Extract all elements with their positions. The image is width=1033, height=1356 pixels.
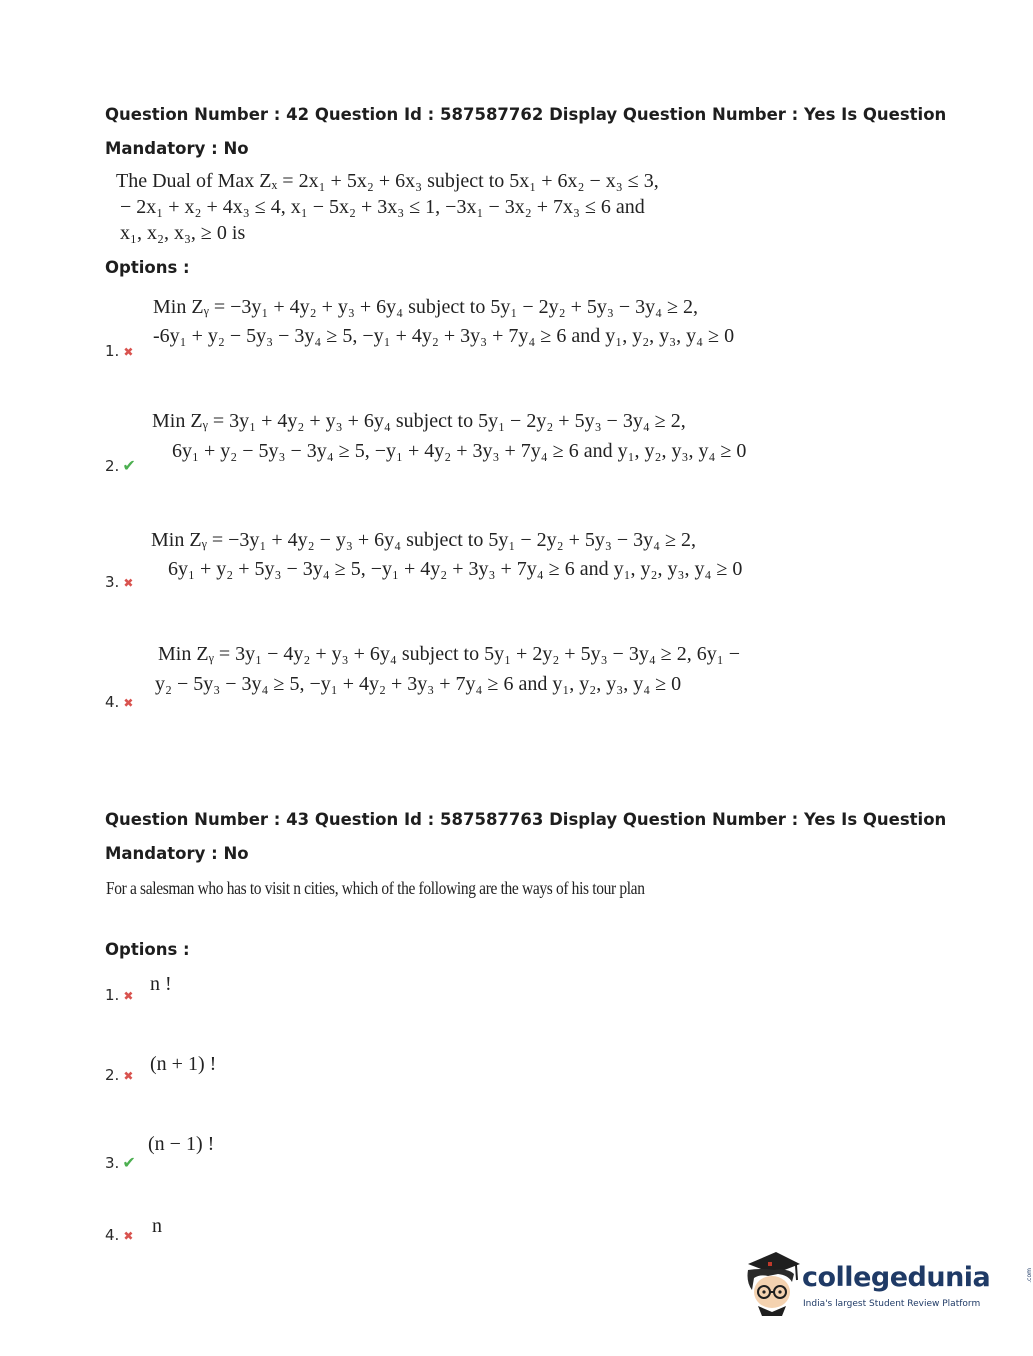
option-number: 3. bbox=[105, 573, 120, 591]
wrong-x-icon: ✖ bbox=[123, 696, 134, 710]
q42-option-2-line1: Min Zᵧ = 3y₁ + 4y₂ + y₃ + 6y₄ subject to 5y₁ − 2y₂ + 5y₃ − 3y₄ ≥ 2, bbox=[152, 410, 686, 432]
collegedunia-logo bbox=[742, 1248, 1033, 1318]
q42-option-4-marker bbox=[105, 693, 133, 711]
question-43-options-label: Options : bbox=[105, 940, 190, 959]
question-42-stem-line3: x₁, x₂, x₃, ≥ 0 is bbox=[120, 222, 246, 244]
question-42-header-line2: Mandatory : No bbox=[105, 139, 249, 158]
q43-option-3-text: (n − 1) ! bbox=[148, 1133, 215, 1155]
q42-option-3-line2: 6y₁ + y₂ + 5y₃ − 3y₄ ≥ 5, −y₁ + 4y₂ + 3y₃ + 7y₄ ≥ 6 and y₁, y₂, y₃, y₄ ≥ 0 bbox=[168, 558, 743, 580]
wrong-x-icon: ✖ bbox=[123, 576, 134, 590]
question-42-options-label: Options : bbox=[105, 258, 190, 277]
q42-option-2-marker bbox=[105, 456, 136, 475]
correct-check-icon: ✔ bbox=[122, 456, 136, 475]
q43-option-2-text: (n + 1) ! bbox=[150, 1053, 217, 1075]
wrong-x-icon: ✖ bbox=[123, 989, 134, 1003]
q43-option-2-marker bbox=[105, 1066, 133, 1084]
question-43-header-line2: Mandatory : No bbox=[105, 844, 249, 863]
correct-check-icon: ✔ bbox=[122, 1153, 136, 1172]
option-number: 2. bbox=[105, 457, 120, 475]
q43-option-4-text: n bbox=[152, 1215, 162, 1237]
q42-option-2-line2: 6y₁ + y₂ − 5y₃ − 3y₄ ≥ 5, −y₁ + 4y₂ + 3y₃ + 7y₄ ≥ 6 and y₁, y₂, y₃, y₄ ≥ 0 bbox=[172, 440, 747, 462]
option-number: 3. bbox=[105, 1154, 120, 1172]
option-number: 1. bbox=[105, 342, 120, 360]
wrong-x-icon: ✖ bbox=[123, 1069, 134, 1083]
logo-wordmark bbox=[802, 1262, 1033, 1293]
wrong-x-icon: ✖ bbox=[123, 345, 134, 359]
q42-option-1-line1: Min Zᵧ = −3y₁ + 4y₂ + y₃ + 6y₄ subject to 5y₁ − 2y₂ + 5y₃ − 3y₄ ≥ 2, bbox=[153, 296, 699, 318]
question-42-stem-line2: − 2x₁ + x₂ + 4x₃ ≤ 4, x₁ − 5x₂ + 3x₃ ≤ 1, −3x₁ − 3x₂ + 7x₃ ≤ 6 and bbox=[120, 196, 645, 218]
mascot-icon bbox=[742, 1248, 802, 1316]
option-number: 1. bbox=[105, 986, 120, 1004]
wrong-x-icon: ✖ bbox=[123, 1229, 134, 1243]
q43-option-1-marker bbox=[105, 986, 133, 1004]
q42-option-4-line1: Min Zᵧ = 3y₁ − 4y₂ + y₃ + 6y₄ subject to 5y₁ + 2y₂ + 5y₃ − 3y₄ ≥ 2, 6y₁ − bbox=[158, 643, 741, 665]
q43-option-4-marker bbox=[105, 1226, 133, 1244]
logo-name: collegedunia bbox=[802, 1262, 991, 1293]
option-number: 2. bbox=[105, 1066, 120, 1084]
q43-option-1-text: n ! bbox=[150, 973, 172, 995]
q43-option-3-marker bbox=[105, 1153, 136, 1172]
q42-option-1-line2: -6y₁ + y₂ − 5y₃ − 3y₄ ≥ 5, −y₁ + 4y₂ + 3y₃ + 7y₄ ≥ 6 and y₁, y₂, y₃, y₄ ≥ 0 bbox=[153, 325, 735, 347]
q42-option-3-marker bbox=[105, 573, 133, 591]
logo-domain-suffix: .com bbox=[1026, 1268, 1033, 1283]
q42-option-4-line2: y₂ − 5y₃ − 3y₄ ≥ 5, −y₁ + 4y₂ + 3y₃ + 7y₄ ≥ 6 and y₁, y₂, y₃, y₄ ≥ 0 bbox=[155, 673, 682, 695]
question-42-header-line1: Question Number : 42 Question Id : 587587762 Display Question Number : Yes Is Question bbox=[105, 105, 947, 124]
question-42-stem-line1: The Dual of Max Zₓ = 2x₁ + 5x₂ + 6x₃ subject to 5x₁ + 6x₂ − x₃ ≤ 3, bbox=[116, 170, 659, 192]
q42-option-1-marker bbox=[105, 342, 133, 360]
option-number: 4. bbox=[105, 693, 120, 711]
logo-tagline: India's largest Student Review Platform bbox=[803, 1299, 981, 1309]
question-43-header-line1: Question Number : 43 Question Id : 587587763 Display Question Number : Yes Is Question bbox=[105, 810, 947, 829]
question-43-stem: For a salesman who has to visit n cities, which of the following are the ways of his tour plan bbox=[106, 878, 645, 898]
q42-option-3-line1: Min Zᵧ = −3y₁ + 4y₂ − y₃ + 6y₄ subject to 5y₁ − 2y₂ + 5y₃ − 3y₄ ≥ 2, bbox=[151, 529, 697, 551]
option-number: 4. bbox=[105, 1226, 120, 1244]
